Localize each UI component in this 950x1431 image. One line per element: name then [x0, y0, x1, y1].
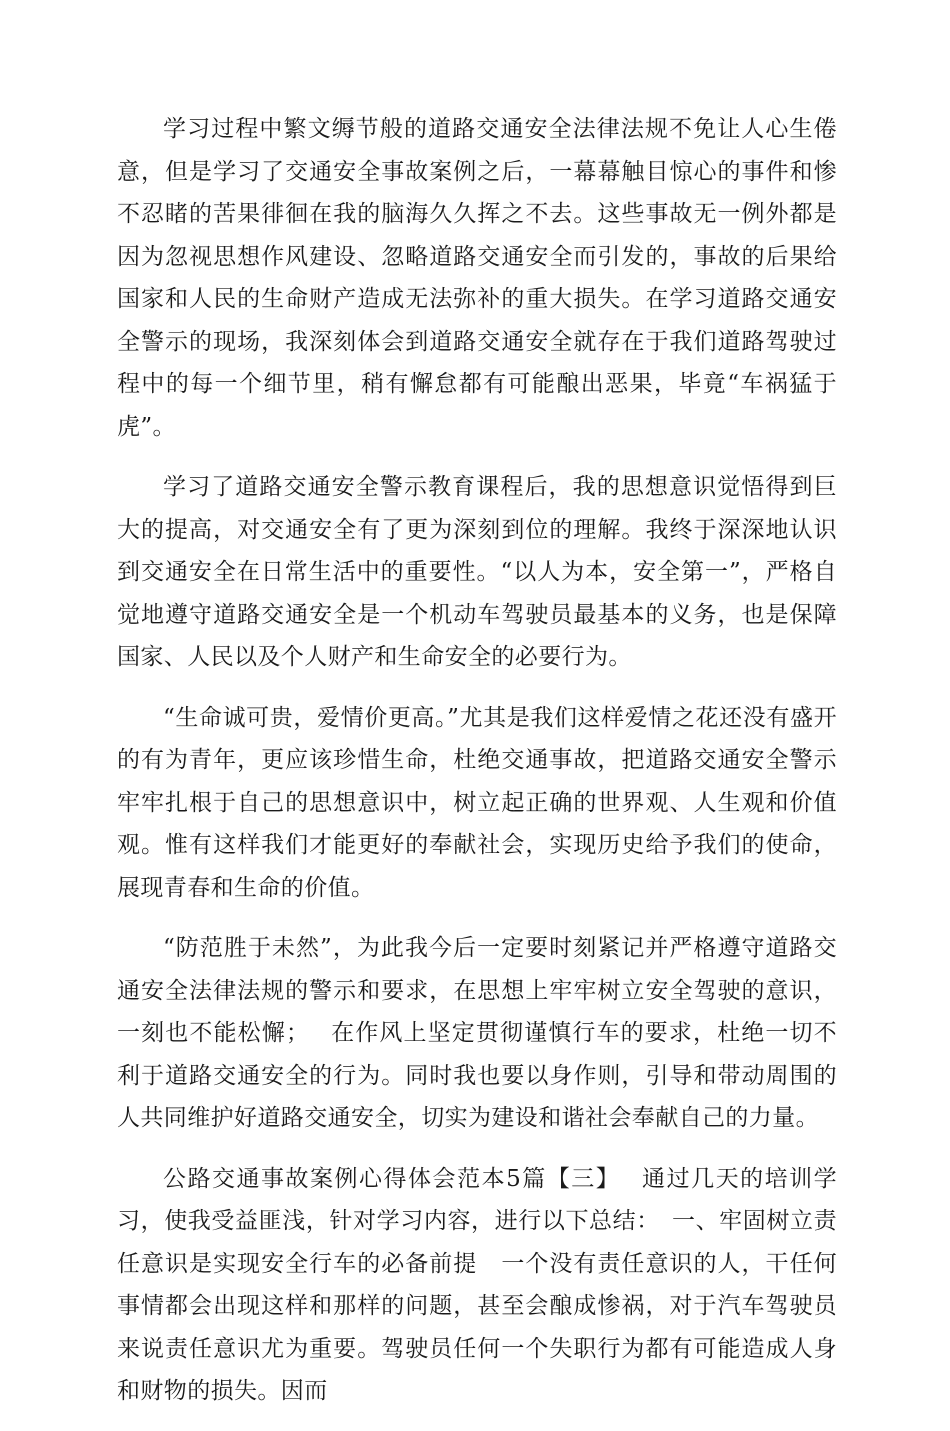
paragraph-3: “生命诚可贵，爱情价更高。”尤其是我们这样爱情之花还没有盛开的有为青年，更应该珍惜生命，杜绝交通事故，把道路交通安全警示牢牢扎根于自己的思想意识中，树立起正确的世界观、人生观和价值观。惟有这样我们才能更好的奉献社会，实现历史给予我们的使命，展现青春和生命的价值。: [117, 704, 837, 901]
paragraph-4: “防范胜于未然”，为此我今后一定要时刻紧记并严格遵守道路交通安全法律法规的警示和要求，在思想上牢牢树立安全驾驶的意识，一刻也不能松懈； 在作风上坚定贯彻谨慎行车的要求，杜绝一切不利于道路交通安全的行为。同时我也要以身作则，引导和带动周围的人共同维护好道路交通安全，切实为建设和谐社会奉献自己的力量。: [117, 935, 837, 1131]
paragraph-5: 公路交通事故案例心得体会范本5篇【三】 通过几天的培训学习，使我受益匪浅，针对学习内容，进行以下总结： 一、牢固树立责任意识是实现安全行车的必备前提 一个没有责任意识的人，干任何事情都会出现这样和那样的问题，甚至会酿成惨祸，对于汽车驾驶员来说责任意识尤为重要。驾驶员任何一个失职行为都有可能造成人身和财物的损失。因而: [117, 1165, 837, 1404]
document-body: [117, 108, 837, 1431]
paragraph-2: 学习了道路交通安全警示教育课程后，我的思想意识觉悟得到巨大的提高，对交通安全有了更为深刻到位的理解。我终于深深地认识到交通安全在日常生活中的重要性。“以人为本，安全第一”，严格自觉地遵守道路交通安全是一个机动车驾驶员最基本的义务，也是保障国家、人民以及个人财产和生命安全的必要行为。: [117, 474, 837, 670]
paragraph-1: 学习过程中繁文缛节般的道路交通安全法律法规不免让人心生倦意，但是学习了交通安全事故案例之后，一幕幕触目惊心的事件和惨不忍睹的苦果徘徊在我的脑海久久挥之不去。这些事故无一例外都是因为忽视思想作风建设、忽略道路交通安全而引发的，事故的后果给国家和人民的生命财产造成无法弥补的重大损失。在学习道路交通安全警示的现场，我深刻体会到道路交通安全就存在于我们道路驾驶过程中的每一个细节里，稍有懈怠都有可能酿出恶果，毕竟“车祸猛于虎”。: [117, 116, 837, 440]
